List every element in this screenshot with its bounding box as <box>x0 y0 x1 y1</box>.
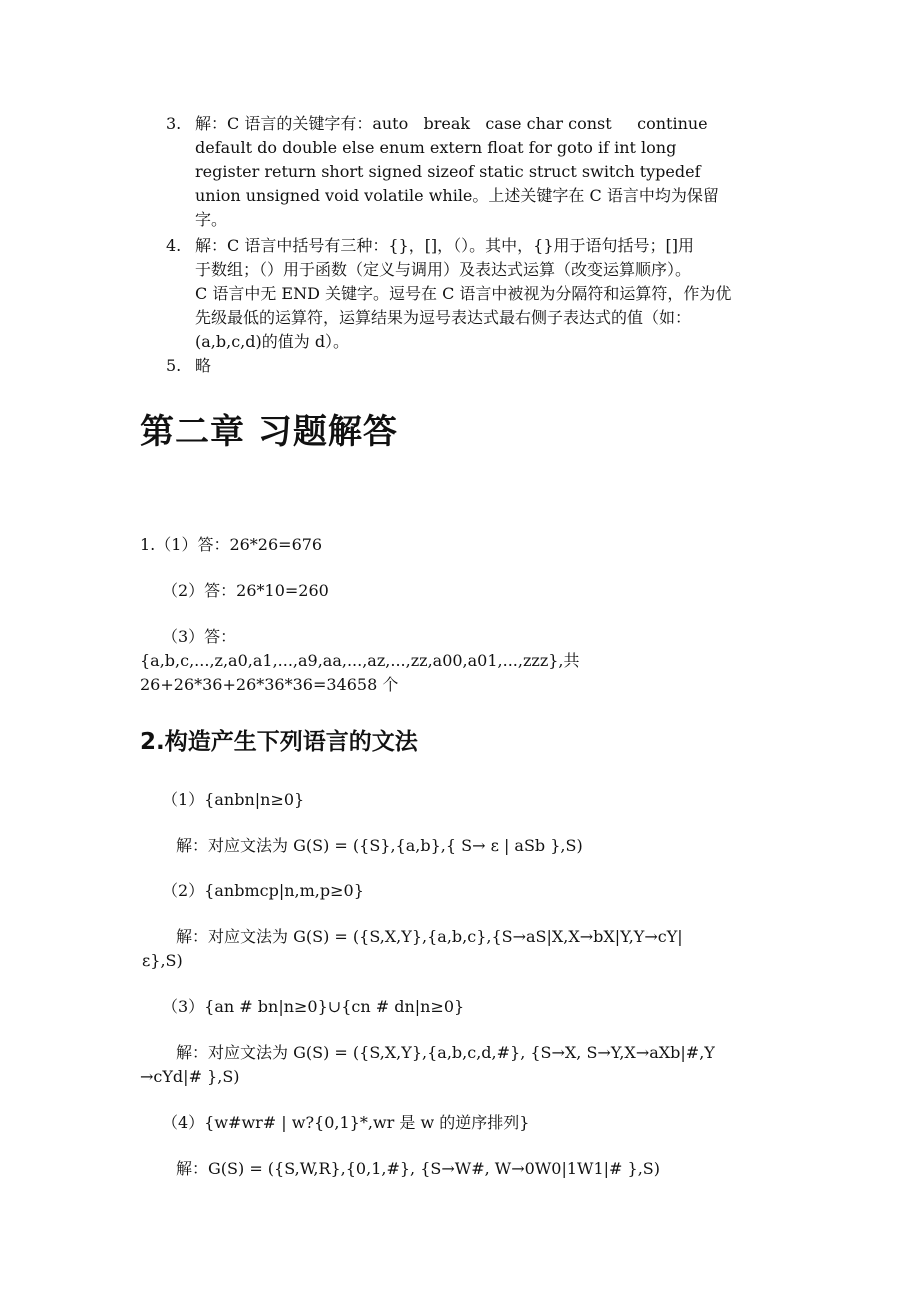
q2-answer: 解：对应文法为 G(S) = ({S},{a,b},{ S→ ε | aSb },S) <box>176 836 583 855</box>
answer-line: register return short signed sizeof static struct switch typedef <box>195 162 701 181</box>
answer-line: union unsigned void volatile while。上述关键字在 C 语言中均为保留 <box>195 186 719 205</box>
answer-line: 先级最低的运算符，运算结果为逗号表达式最右侧子表达式的值（如： <box>195 308 692 327</box>
answer-line: 于数组；（）用于函数（定义与调用）及表达式运算（改变运算顺序）。 <box>195 260 692 279</box>
q1-part3-label: （3）答： <box>162 627 237 646</box>
answer-line: 解：C 语言中括号有三种：{}，[]，（）。其中，{}用于语句括号；[]用 <box>195 236 695 255</box>
q2-question: （3）{an # bn|n≥0}∪{cn # dn|n≥0} <box>162 997 465 1016</box>
q2-answer: 解：对应文法为 G(S) = ({S,X,Y},{a,b,c},{S→aS|X,X→bX|Y,Y→cY| <box>176 927 683 946</box>
q1-part3-line1: {a,b,c,...,z,a0,a1,...,a9,aa,...,az,...,zz,a00,a01,...,zzz},共 <box>140 651 580 670</box>
q2-question: （1）{anbn|n≥0} <box>162 790 305 809</box>
q2-question: （4）{w#wr# | w?{0,1}*,wr 是 w 的逆序排列} <box>162 1113 530 1132</box>
chapter-title: 第二章 习题解答 <box>140 412 398 452</box>
answer-line: 解：C 语言的关键字有：auto break case char const continue <box>195 114 708 133</box>
q2-question: （2）{anbmcp|n,m,p≥0} <box>162 881 364 900</box>
list-number: 3. <box>166 114 182 133</box>
q2-answer: 解：对应文法为 G(S) = ({S,X,Y},{a,b,c,d,#}, {S→X, S→Y,X→aXb|#,Y <box>176 1043 715 1062</box>
q2-answer: 解：G(S) = ({S,W,R},{0,1,#}, {S→W#, W→0W0|1W1|# },S) <box>176 1159 660 1178</box>
list-number: 4. <box>166 236 182 255</box>
answer-line: 略 <box>195 356 212 375</box>
q1-part2: （2）答：26*10=260 <box>162 581 329 600</box>
answer-line: default do double else enum extern float for goto if int long <box>195 138 677 157</box>
answer-line: (a,b,c,d)的值为 d）。 <box>195 332 350 351</box>
answer-line: C 语言中无 END 关键字。逗号在 C 语言中被视为分隔符和运算符，作为优 <box>195 284 732 303</box>
q2-heading: 2.构造产生下列语言的文法 <box>140 729 418 755</box>
answer-line: 字。 <box>195 210 228 229</box>
list-number: 5. <box>166 356 182 375</box>
q1-part1: 1.（1）答：26*26=676 <box>140 535 323 554</box>
q1-part3-line2: 26+26*36+26*36*36=34658 个 <box>140 675 399 694</box>
q2-answer: →cYd|# },S) <box>140 1067 240 1086</box>
q2-answer: ε},S) <box>142 951 183 970</box>
